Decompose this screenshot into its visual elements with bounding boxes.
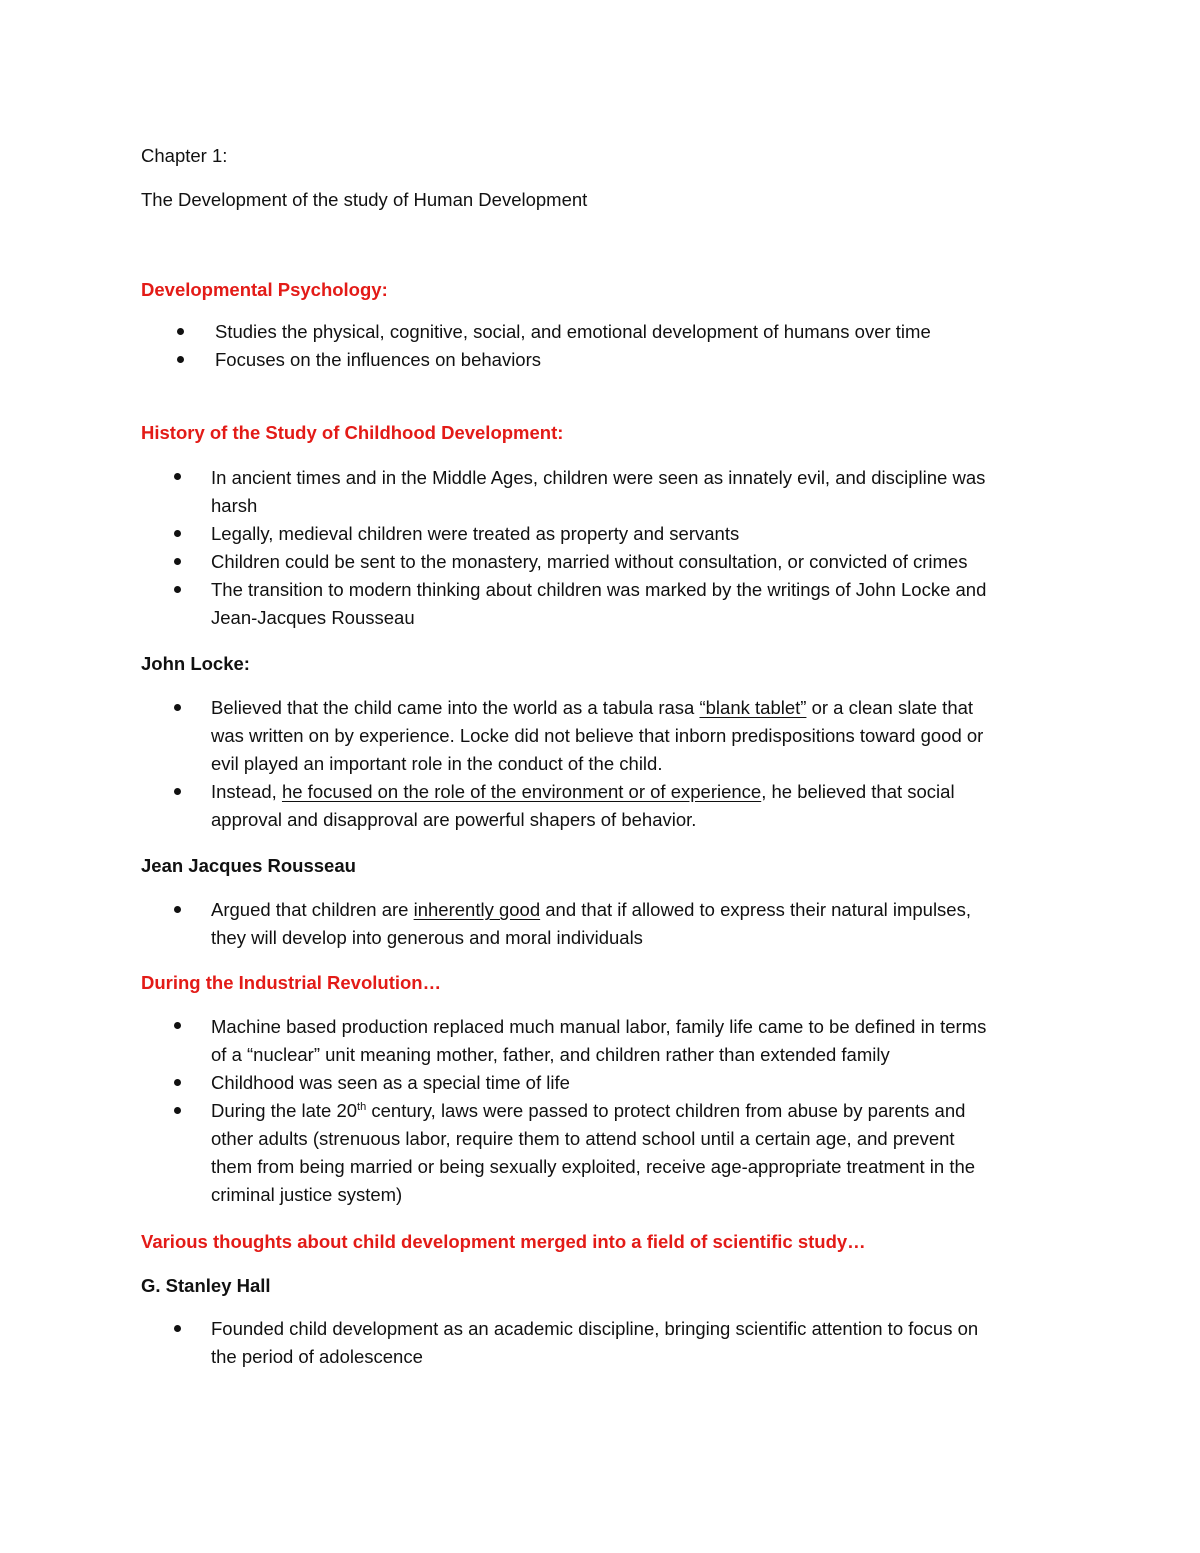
list-item	[211, 901, 971, 920]
list-item-continuation: approval and disapproval are powerful shapers of behavior.	[211, 809, 697, 830]
text-segment: or a clean slate that	[806, 697, 974, 718]
list-item-continuation: was written on by experience. Locke did not believe that inborn predispositions toward good or	[211, 725, 984, 746]
bullet-icon	[174, 1325, 181, 1332]
bullet-icon	[174, 1079, 181, 1086]
bullet-icon	[174, 704, 181, 711]
chapter-label: Chapter 1:	[141, 145, 228, 166]
bullet-icon	[174, 1107, 181, 1114]
list-item: Founded child development as an academic discipline, bringing scientific attention to focus on	[211, 1318, 979, 1339]
text-segment: During the late 20	[211, 1100, 358, 1121]
section-heading-john-locke: John Locke:	[141, 653, 250, 674]
text-segment: Instead,	[211, 781, 282, 802]
list-item: Children could be sent to the monastery, married without consultation, or convicted of crimes	[211, 551, 968, 572]
list-item: The transition to modern thinking about children was marked by the writings of John Locke and	[211, 579, 987, 600]
text-segment: century, laws were passed to protect children from abuse by parents and	[366, 1100, 966, 1121]
list-item-continuation: harsh	[211, 495, 258, 516]
list-item-continuation: they will develop into generous and moral individuals	[211, 927, 643, 948]
list-item: Studies the physical, cognitive, social, and emotional development of humans over time	[215, 321, 931, 342]
section-heading-industrial-revolution: During the Industrial Revolution…	[141, 972, 442, 993]
list-item: Focuses on the influences on behaviors	[215, 349, 542, 370]
text-segment: Believed that the child came into the world as a tabula rasa	[211, 697, 700, 718]
section-heading-scientific-study: Various thoughts about child development merged into a field of scientific study…	[141, 1231, 866, 1252]
bullet-icon	[174, 586, 181, 593]
list-item-continuation: Jean-Jacques Rousseau	[211, 607, 415, 628]
bullet-icon	[174, 473, 181, 480]
section-heading-stanley-hall: G. Stanley Hall	[141, 1275, 271, 1296]
bullet-icon	[174, 1022, 181, 1029]
bullet-icon	[174, 788, 181, 795]
bullet-icon	[177, 328, 184, 335]
document-subtitle: The Development of the study of Human Development	[141, 189, 588, 210]
underlined-phrase: he focused on the role of the environment or of experience	[281, 781, 762, 802]
list-item	[211, 1102, 965, 1121]
section-heading-rousseau: Jean Jacques Rousseau	[141, 855, 356, 876]
bullet-icon	[177, 356, 184, 363]
list-item: In ancient times and in the Middle Ages, children were seen as innately evil, and discipline was	[211, 467, 986, 488]
list-item	[211, 783, 955, 802]
list-item-continuation: evil played an important role in the conduct of the child.	[211, 753, 663, 774]
text-segment: and that if allowed to express their natural impulses,	[540, 899, 971, 920]
ordinal-superscript: th	[357, 1101, 367, 1113]
list-item: Machine based production replaced much manual labor, family life came to be defined in terms	[211, 1016, 987, 1037]
list-item-continuation: criminal justice system)	[211, 1184, 403, 1205]
bullet-icon	[174, 906, 181, 913]
underlined-term: inherently good	[413, 899, 541, 920]
list-item-continuation: the period of adolescence	[211, 1346, 423, 1367]
text-segment: Argued that children are	[211, 899, 414, 920]
bullet-icon	[174, 558, 181, 565]
section-heading-developmental-psychology: Developmental Psychology:	[141, 279, 388, 300]
list-item-continuation: of a “nuclear” unit meaning mother, father, and children rather than extended family	[211, 1044, 890, 1065]
section-heading-history: History of the Study of Childhood Development:	[141, 422, 564, 443]
bullet-icon	[174, 530, 181, 537]
underlined-term: “blank tablet”	[699, 697, 807, 718]
list-item-continuation: other adults (strenuous labor, require them to attend school until a certain age, and prevent	[211, 1128, 955, 1149]
text-segment: , he believed that social	[761, 781, 955, 802]
list-item-continuation: them from being married or being sexually exploited, receive age-appropriate treatment in the	[211, 1156, 976, 1177]
list-item: Childhood was seen as a special time of life	[211, 1072, 570, 1093]
list-item: Legally, medieval children were treated as property and servants	[211, 523, 740, 544]
list-item	[211, 699, 973, 718]
